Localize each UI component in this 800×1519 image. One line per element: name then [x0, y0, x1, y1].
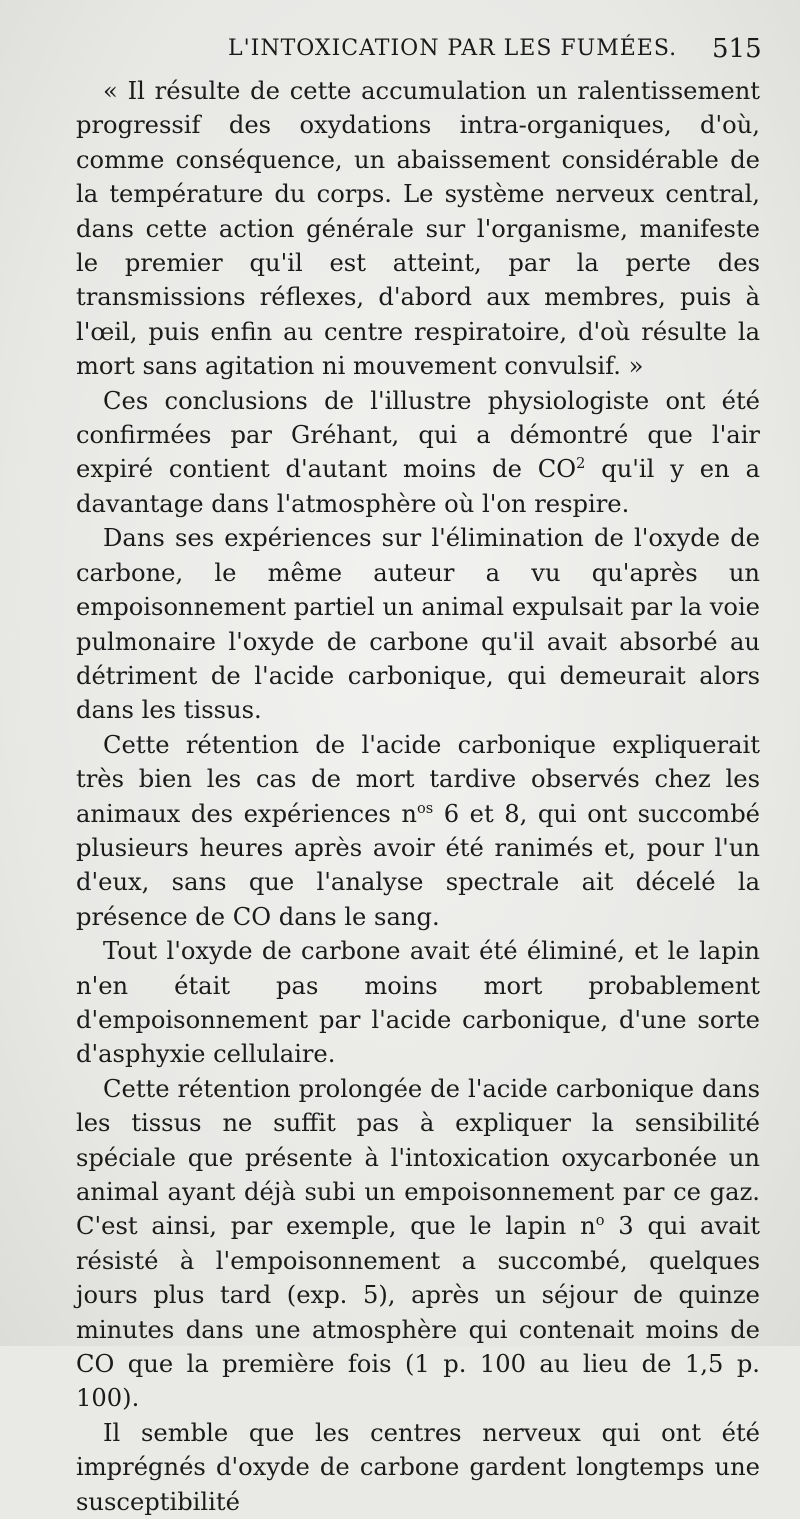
- numeros-superscript: os: [416, 800, 434, 817]
- paragraph-4-text-a: Cette rétention de l'acide carbonique expliquerait très bien les cas de mort tardive observés chez les animaux des expériences n: [76, 730, 760, 828]
- paragraph-7: [76, 1416, 760, 1519]
- paragraph-2: [76, 384, 760, 522]
- body-text: [76, 74, 760, 1519]
- paragraph-3: [76, 521, 760, 727]
- paragraph-6-text-a: Cette rétention prolongée de l'acide carbonique dans les tissus ne suffit pas à expliquer la sensibilité spéciale que présente à l'intoxication oxycarbonée un animal ayant déjà subi un empoisonnement par ce gaz. C'est ainsi, par exemple, que le lapin n: [76, 1074, 760, 1241]
- paragraph-4: [76, 728, 760, 934]
- paragraph-2-text-b: qu'il y en a davantage dans l'atmosphère où l'on respire.: [76, 455, 760, 518]
- paragraph-6-text-b: 3 qui avait résisté à l'empoisonnement a succombé, quelques jours plus tard (exp. 5), après un séjour de quinze minutes dans une atmosphère qui contenait moins de CO que la première fois (1 p. 100 au lieu de 1,5 p. 100).: [76, 1212, 761, 1413]
- paragraph-3-text: Dans ses expériences sur l'élimination de l'oxyde de carbone, le même auteur a vu qu'après un empoisonnement partiel un animal expulsait par la voie pulmonaire l'oxyde de carbone qu'il avait absorbé au détriment de l'acide carbonique, qui demeurait alors dans les tissus.: [76, 524, 760, 725]
- paragraph-4-text-b: 6 et 8, qui ont succombé plusieurs heures après avoir été ranimés et, pour l'un d'eux, sans que l'analyse spectrale ait décelé la présence de CO dans le sang.: [76, 799, 760, 931]
- running-title: L'INTOXICATION PAR LES FUMÉES.: [228, 36, 678, 61]
- paragraph-1: [76, 74, 760, 384]
- paragraph-7-text: Il semble que les centres nerveux qui ont été imprégnés d'oxyde de carbone gardent longtemps une susceptibilité: [76, 1418, 760, 1516]
- paragraph-5-text: Tout l'oxyde de carbone avait été éliminé, et le lapin n'en était pas moins mort probablement d'empoisonnement par l'acide carbonique, d'une sorte d'asphyxie cellulaire.: [76, 937, 760, 1069]
- paragraph-2-text-a: Ces conclusions de l'illustre physiologiste ont été confirmées par Gréhant, qui a démontré que l'air expiré contient d'autant moins de CO: [76, 386, 760, 484]
- numero-superscript: o: [595, 1213, 605, 1230]
- page-number: 515: [712, 34, 762, 64]
- paragraph-1-text: « Il résulte de cette accumulation un ralentissement progressif des oxydations intra-organiques, d'où, comme conséquence, un abaissement considérable de la température du corps. Le système nerveux central, dans cette action générale sur l'organisme, manifeste le premier qu'il est atteint, par la perte des transmissions réflexes, d'abord aux membres, puis à l'œil, puis enfin au centre respiratoire, d'où résulte la mort sans agitation ni mouvement convulsif. »: [76, 77, 760, 381]
- paragraph-5: [76, 934, 760, 1072]
- page-header: [0, 24, 800, 64]
- paragraph-6: [76, 1072, 760, 1416]
- co2-superscript: 2: [576, 456, 586, 473]
